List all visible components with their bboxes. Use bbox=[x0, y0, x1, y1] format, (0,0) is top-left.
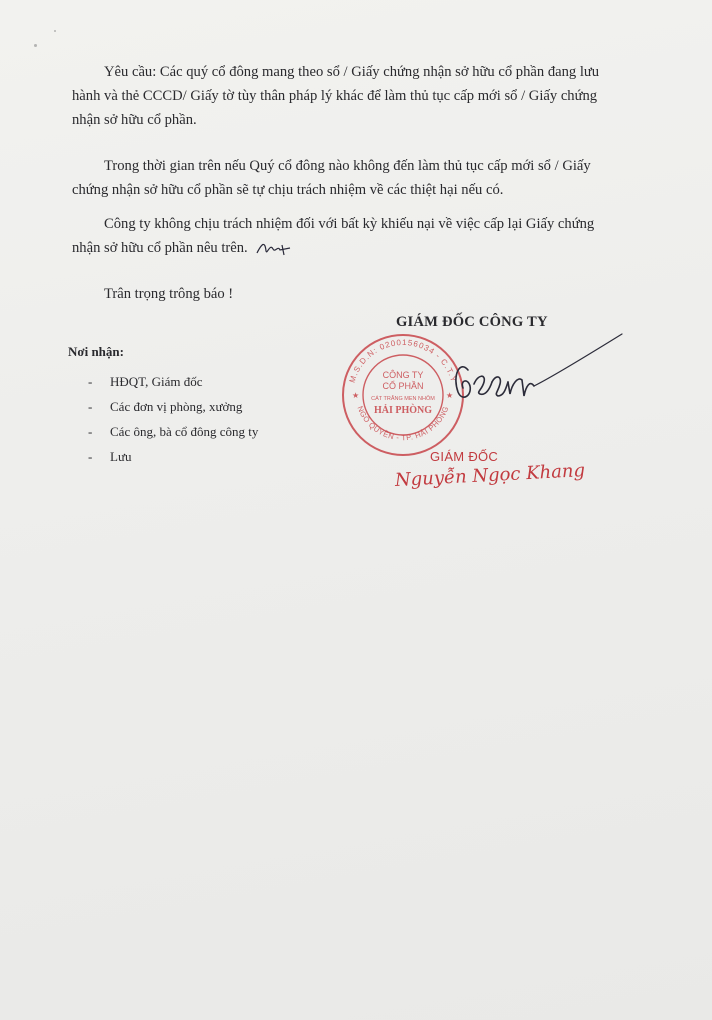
signer-title: GIÁM ĐỐC bbox=[430, 449, 499, 464]
recipient-item bbox=[68, 449, 258, 474]
closing-line: Trân trọng trông báo ! bbox=[104, 286, 234, 302]
signature-title: GIÁM ĐỐC CÔNG TY bbox=[396, 314, 548, 330]
recipient-item bbox=[68, 399, 258, 424]
seal-star-left: ★ bbox=[352, 391, 360, 400]
recipient-dash: - bbox=[88, 424, 93, 439]
seal-line-2: CỔ PHẦN bbox=[382, 381, 424, 391]
paragraph-requirements: Yêu cầu: Các quý cổ đông mang theo sổ / Giấy chứng nhận sở hữu cổ phần đang lưu hành và thẻ CCCD/ Giấy tờ tùy thân pháp lý khác để làm thủ tục cấp mới sổ / Giấy chứng nhận sở hữu cổ phần. bbox=[72, 64, 600, 128]
initial-mark-icon bbox=[254, 239, 294, 259]
paragraph-disclaimer bbox=[72, 212, 612, 260]
paragraph-disclaimer-text: Công ty không chịu trách nhiệm đối với bất kỳ khiếu nại về việc cấp lại Giấy chứng nhận sở hữu cổ phần nêu trên. bbox=[72, 216, 595, 256]
recipients-label: Nơi nhận: bbox=[68, 344, 124, 359]
recipient-item bbox=[68, 424, 258, 449]
seal-line-1: CÔNG TY bbox=[382, 370, 424, 380]
recipient-dash: - bbox=[88, 374, 93, 389]
recipient-text: HĐQT, Giám đốc bbox=[110, 374, 203, 389]
signer-name: Nguyễn Ngọc Khang bbox=[394, 460, 586, 491]
seal-line-3: CÁT TRẮNG MEN NHÔM bbox=[371, 396, 435, 402]
recipient-dash: - bbox=[88, 449, 93, 464]
recipient-text: Các ông, bà cổ đông công ty bbox=[110, 424, 259, 439]
paper-speck bbox=[54, 30, 56, 32]
seal-outer-text: M.S.D.N: 0200156034 - C.T.Y bbox=[347, 337, 459, 384]
recipient-item bbox=[68, 374, 258, 399]
seal-line-4: HẢI PHÒNG bbox=[373, 405, 433, 416]
seal-lower-text: NGÔ QUYỀN - TP. HẢI PHÒNG bbox=[355, 404, 451, 443]
recipient-dash: - bbox=[88, 399, 93, 414]
recipients-block bbox=[68, 344, 258, 474]
recipient-text: Lưu bbox=[110, 449, 132, 464]
seal-star-right: ★ bbox=[446, 391, 454, 400]
recipient-text: Các đơn vị phòng, xưởng bbox=[110, 399, 243, 414]
paper-speck bbox=[34, 44, 37, 47]
handwritten-signature-icon bbox=[430, 330, 630, 410]
paragraph-liability: Trong thời gian trên nếu Quý cổ đông nào không đến làm thủ tục cấp mới sổ / Giấy chứng nhận sở hữu cổ phần sẽ tự chịu trách nhiệm về các thiệt hại nếu có. bbox=[72, 158, 591, 198]
